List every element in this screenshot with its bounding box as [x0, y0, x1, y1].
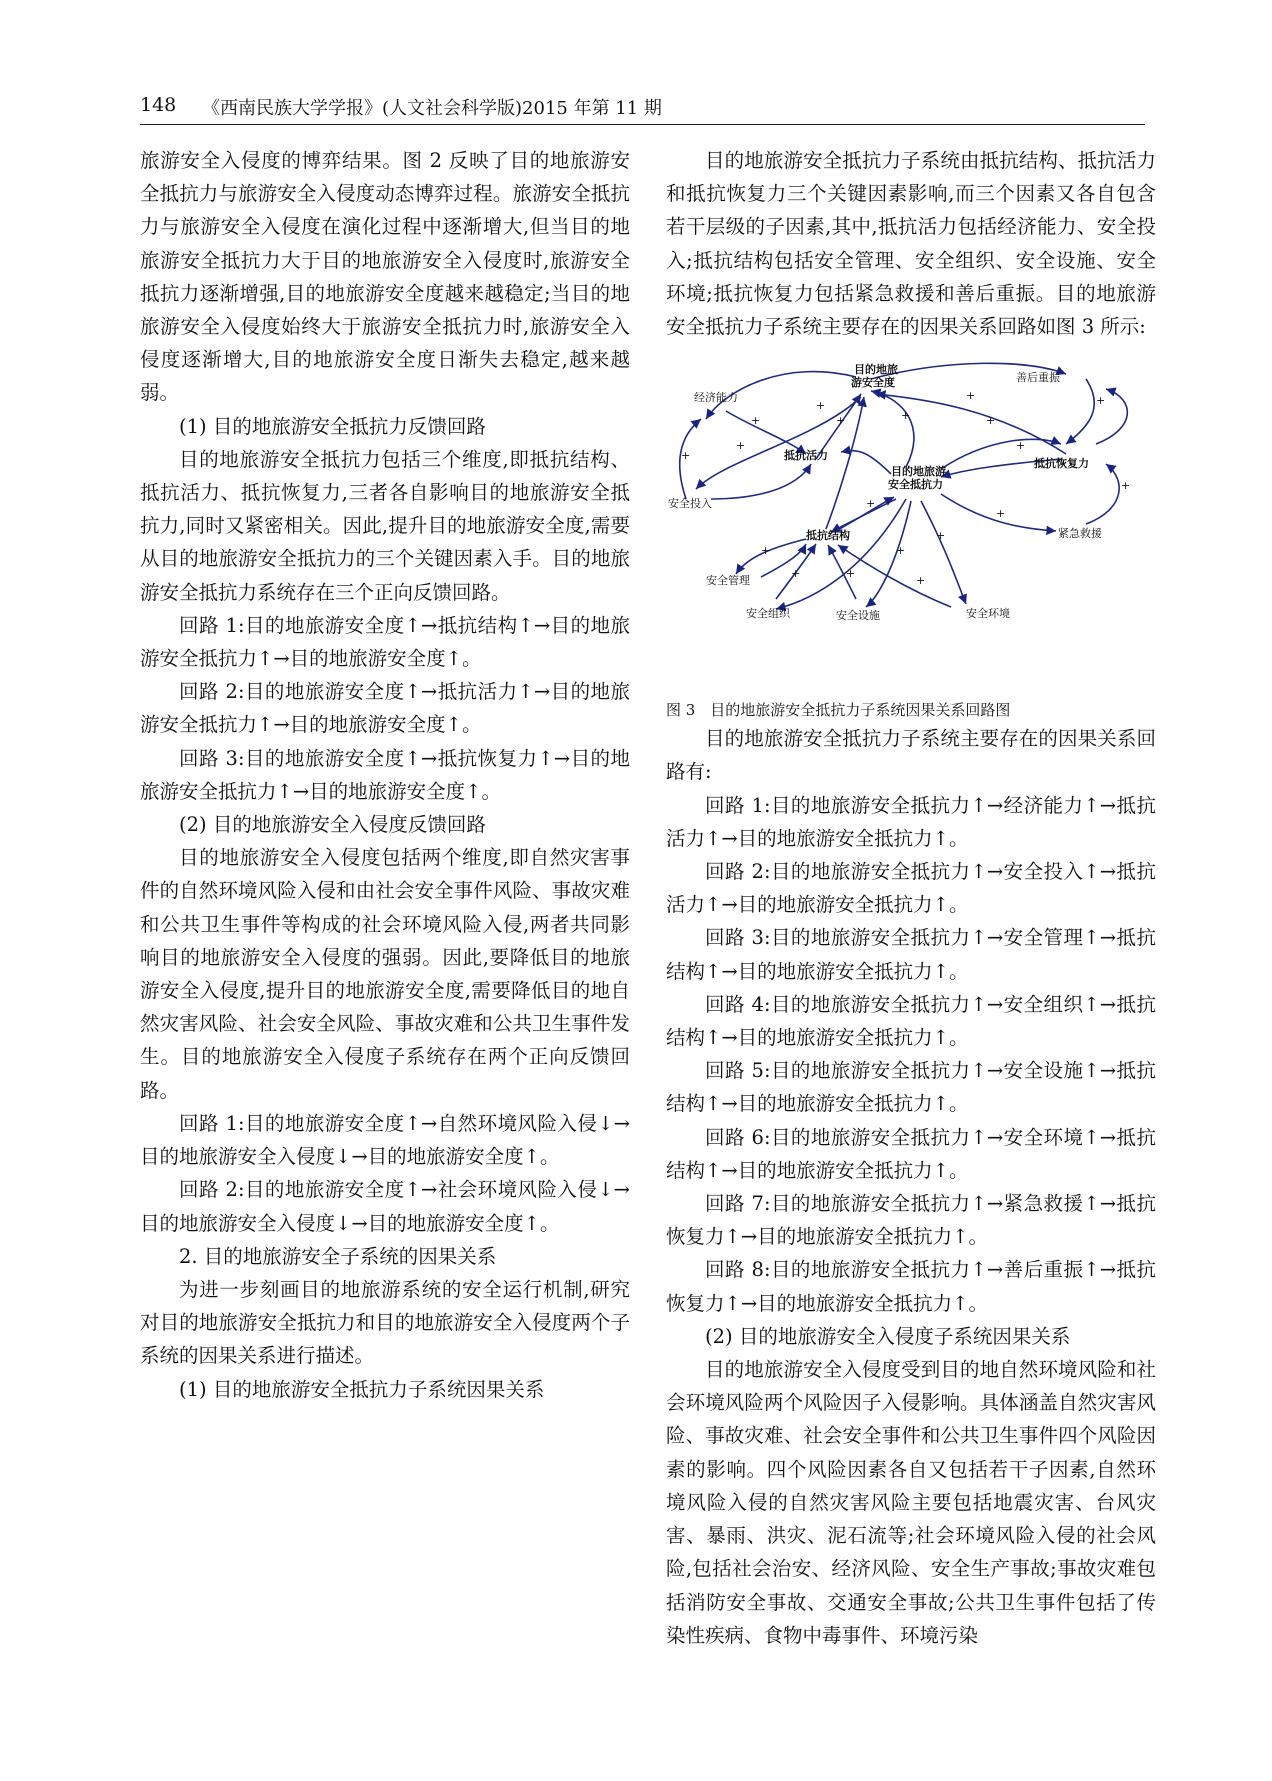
plus-sign: +	[736, 439, 746, 453]
plus-sign: +	[816, 399, 826, 413]
loop-item: 回路 1:目的地旅游安全抵抗力↑→经济能力↑→抵抗活力↑→目的地旅游安全抵抗力↑。	[666, 793, 1156, 850]
loop-item: 回路 8:目的地旅游安全抵抗力↑→善后重振↑→抵抗恢复力↑→目的地旅游安全抵抗力↑。	[666, 1258, 1156, 1315]
node-recovery: 抵抗恢复力	[1034, 457, 1089, 471]
figure-caption: 图 3 目的地旅游安全抵抗力子系统因果关系回路图	[666, 701, 1011, 720]
loop-item: 回路 2:目的地旅游安全度↑→社会环境风险入侵↓→目的地旅游安全入侵度↓→目的地旅游安全度↑。	[140, 1178, 630, 1235]
node-organization: 安全组织	[746, 607, 790, 621]
plus-sign: +	[866, 497, 876, 511]
loop-item: 回路 2:目的地旅游安全抵抗力↑→安全投入↑→抵抗活力↑→目的地旅游安全抵抗力↑。	[666, 860, 1156, 917]
arrow-aftercare-to-recovery	[1066, 379, 1094, 444]
node-economic: 经济能力	[694, 391, 738, 405]
node-resistance: 目的地旅游	[891, 465, 946, 479]
paragraph: 旅游安全入侵度的博弈结果。图 2 反映了目的地旅游安全抵抗力与旅游安全入侵度动态博弈过程。旅游安全抵抗力与旅游安全入侵度在演化过程中逐渐增大,但当目的地旅游安全抵抗力大于目的地旅游安全入侵度时,旅游安全抵抗力逐渐增强,目的地旅游安全度越来越稳定;当目的地旅游安全入侵度始终大于旅游安全抵抗力时,旅游安全入侵度逐渐增大,目的地旅游安全度日渐失去稳定,越来越弱。	[140, 149, 630, 405]
arrow-structure-to-resist	[836, 497, 894, 531]
page-number: 148	[140, 94, 177, 116]
arrow-resist-to-degree	[871, 391, 914, 467]
loop-item: 回路 4:目的地旅游安全抵抗力↑→安全组织↑→抵抗结构↑→目的地旅游安全抵抗力↑。	[666, 992, 1156, 1050]
causal-loop-diagram	[666, 349, 1156, 694]
loop-item: 回路 1:目的地旅游安全度↑→抵抗结构↑→目的地旅游安全抵抗力↑→目的地旅游安全度↑。	[140, 613, 630, 671]
plus-sign: +	[996, 507, 1006, 521]
paragraph: 目的地旅游安全抵抗力子系统主要存在的因果关系回路有:	[666, 727, 1156, 784]
arrow-recovery-to-degree	[876, 394, 1066, 454]
node-management: 安全管理	[706, 574, 750, 588]
plus-sign: +	[681, 449, 691, 463]
plus-sign: +	[1016, 439, 1026, 453]
section-heading: (2) 目的地旅游安全入侵度子系统因果关系	[705, 1324, 1071, 1348]
arrow-resist-to-environment	[921, 501, 966, 604]
plus-sign: +	[791, 567, 801, 581]
loop-item: 回路 5:目的地旅游安全抵抗力↑→安全设施↑→抵抗结构↑→目的地旅游安全抵抗力↑。	[666, 1059, 1156, 1116]
loop-item: 回路 6:目的地旅游安全抵抗力↑→安全环境↑→抵抗结构↑→目的地旅游安全抵抗力↑。	[666, 1125, 1156, 1182]
arrow-resist-to-organization	[776, 499, 906, 609]
paragraph: 目的地旅游安全入侵度包括两个维度,即自然灾害事件的自然环境风险入侵和由社会安全事件风险、事故灾难和公共卫生事件等构成的社会环境风险入侵,两者共同影响目的地旅游安全入侵度的强弱。因此,要降低目的地旅游安全入侵度,提升目的地旅游安全度,需要降低目的地自然灾害风险、社会安全风险、事故灾难和公共卫生事件发生。目的地旅游安全入侵度子系统存在两个正向反馈回路。	[140, 846, 630, 1102]
plus-sign: +	[936, 529, 946, 543]
plus-sign: +	[751, 414, 761, 428]
diagram-nodes	[668, 362, 1102, 622]
left-column	[140, 144, 630, 1406]
section-heading: (1) 目的地旅游安全抵抗力子系统因果关系	[179, 1377, 545, 1401]
node-investment: 安全投入	[668, 497, 712, 511]
loop-item: 回路 3:目的地旅游安全抵抗力↑→安全管理↑→抵抗结构↑→目的地旅游安全抵抗力↑。	[666, 926, 1156, 983]
section-heading: (1) 目的地旅游安全抵抗力反馈回路	[179, 414, 486, 438]
loop-item: 回路 3:目的地旅游安全度↑→抵抗恢复力↑→目的地旅游安全抵抗力↑→目的地旅游安全度↑。	[140, 746, 630, 803]
node-structure: 抵抗结构	[806, 529, 850, 543]
plus-sign: +	[846, 567, 856, 581]
section-heading: (2) 目的地旅游安全入侵度反馈回路	[179, 813, 486, 837]
node-aftercare: 善后重振	[1016, 371, 1060, 385]
right-column	[666, 144, 1156, 1652]
plus-sign: +	[1096, 394, 1106, 408]
node-emergency: 紧急救援	[1058, 527, 1102, 541]
running-header	[140, 88, 1145, 125]
node-facility: 安全设施	[836, 609, 880, 623]
node-vitality: 抵抗活力	[784, 449, 828, 463]
arrow-emergency-to-recovery	[1086, 464, 1119, 524]
loop-item: 回路 7:目的地旅游安全抵抗力↑→紧急救援↑→抵抗恢复力↑→目的地旅游安全抵抗力↑。	[666, 1192, 1156, 1249]
loop-item: 回路 1:目的地旅游安全度↑→自然环境风险入侵↓→目的地旅游安全入侵度↓→目的地旅游安全度↑。	[140, 1111, 630, 1169]
plus-sign: +	[901, 409, 911, 423]
paragraph: 为进一步刻画目的地旅游系统的安全运行机制,研究对目的地旅游安全抵抗力和目的地旅游安全入侵度两个子系统的因果关系进行描述。	[140, 1277, 630, 1368]
plus-sign: +	[1121, 479, 1131, 493]
figure-3	[666, 349, 1156, 694]
paragraph: 目的地旅游安全入侵度受到目的地自然环境风险和社会环境风险两个风险因子入侵影响。具体涵盖自然灾害风险、事故灾难、社会安全事件和公共卫生事件四个风险因素的影响。四个风险因素各自又包括若干子因素,自然环境风险入侵的自然灾害风险主要包括地震灾害、台风灾害、暴雨、洪灾、泥石流等;社会环境风险入侵的社会风险,包括社会治安、经济风险、安全生产事故;事故灾难包括消防安全事故、交通安全事故;公共卫生事件包括了传染性疾病、食物中毒事件、环境污染	[666, 1358, 1156, 1647]
plus-sign: +	[966, 389, 976, 403]
node-safety-degree-2: 游安全度	[851, 376, 895, 390]
node-safety-degree: 目的地旅	[854, 363, 898, 377]
paragraph: 目的地旅游安全抵抗力子系统由抵抗结构、抵抗活力和抵抗恢复力三个关键因素影响,而三个因素又各自包含若干层级的子因素,其中,抵抗活力包括经济能力、安全投入;抵抗结构包括安全管理、安全组织、安全设施、安全环境;抵抗恢复力包括紧急救援和善后重振。目的地旅游安全抵抗力子系统主要存在的因果关系回路如图 3 所示:	[666, 149, 1156, 339]
node-environment: 安全环境	[966, 607, 1010, 621]
plus-sign: +	[836, 414, 846, 428]
paragraph: 目的地旅游安全抵抗力包括三个维度,即抵抗结构、抵抗活力、抵抗恢复力,三者各自影响目的地旅游安全抵抗力,同时又紧密相关。因此,提升目的地旅游安全度,需要从目的地旅游安全抵抗力的三个关键因素入手。目的地旅游安全抵抗力系统存在三个正向反馈回路。	[140, 447, 630, 604]
plus-sign: +	[916, 574, 926, 588]
arrow-degree-to-investment	[696, 397, 861, 489]
plus-sign: +	[761, 544, 771, 558]
plus-sign: +	[896, 544, 906, 558]
node-resistance-2: 安全抵抗力	[888, 478, 943, 492]
journal-title: 《西南民族大学学报》(人文社会科学版)2015 年第 11 期	[202, 98, 662, 119]
plus-sign: +	[986, 414, 996, 428]
section-heading: 2. 目的地旅游安全子系统的因果关系	[179, 1244, 497, 1268]
loop-item: 回路 2:目的地旅游安全度↑→抵抗活力↑→目的地旅游安全抵抗力↑→目的地旅游安全度↑。	[140, 680, 630, 737]
